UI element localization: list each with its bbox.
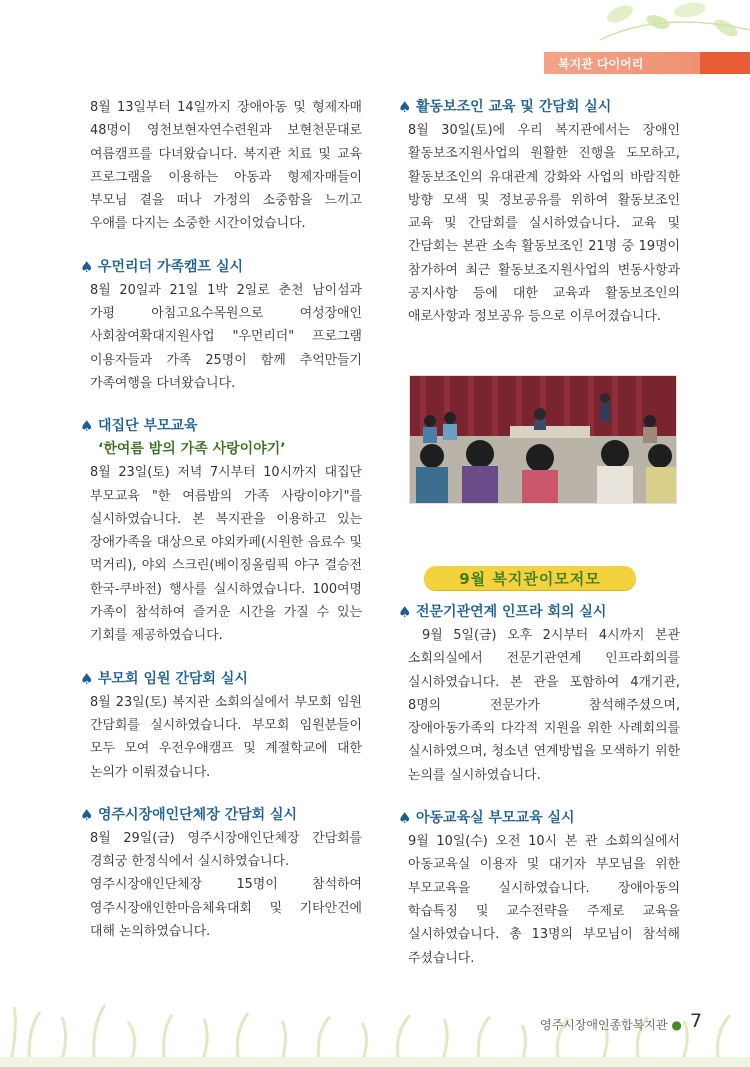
section-title-parent-meeting: ♠ 부모회 임원 간담회 실시 <box>80 668 362 691</box>
right-column-top <box>398 96 680 329</box>
leaf-decoration-icon <box>580 0 750 60</box>
section-body-infra-meeting: 9월 5일(금) 오후 2시부터 4시까지 본관 소회의실에서 전문기관연계 인프라회의를 실시하였습니다. 본 관을 포함하여 4개기관, 8명의 전문가가 참석해주셨으며, 장애아동가족의 다각적 지원을 위한 사례회의를 실시하였으며, 청소년 연계방법을 모색하기 위한 논의를 실시하였습니다. <box>408 628 680 783</box>
spade-icon: ♠ <box>398 603 412 621</box>
section-title-child-education: ♠ 아동교육실 부모교육 실시 <box>398 807 680 830</box>
section-subtitle-parent-education: ‘한여름 밤의 가족 사랑이야기’ <box>98 441 286 458</box>
spade-icon: ♠ <box>398 809 412 828</box>
spade-icon: ♠ <box>398 98 412 116</box>
intro-paragraph: 8월 13일부터 14일까지 장애아동 및 형제자매 48명이 영천보현자연수련원과 보현천문대로 여름캠프를 다녀왔습니다. 복지관 치료 및 교육 프로그램을 이용하는 아동과 형제자매들이 부모님 곁을 떠나 가정의 소중함을 느끼고 우애를 다지는 소중한 시간이었습니다. <box>90 100 362 232</box>
spade-icon: ♠ <box>80 417 94 436</box>
bullet-dot-icon: ● <box>671 1018 682 1032</box>
section-body-parent-meeting: 8월 23일(토) 복지관 소회의실에서 부모회 임원 간담회를 실시하였습니다. 부모회 임원분들이 모두 모여 우전우애캠프 및 계절학교에 대한 논의가 이뤄졌습니다. <box>90 694 362 780</box>
section-body-woman-leader: 8월 20일과 21일 1박 2일로 춘천 남이섬과 가평 아침고요수목원으로 여성장애인 사회참여확대지원사업 "우먼리더" 프로그램 이용자들과 가족 25명이 함께 추억만들기 가족여행을 다녀왔습니다. <box>90 282 362 391</box>
monthly-news-badge: 9월 복지관이모저모 <box>424 566 636 590</box>
right-column-bottom <box>398 601 680 970</box>
section-body-activity-assistant: 8월 30일(토)에 우리 복지관에서는 장애인 활동보조지원사업의 원활한 진행을 도모하고, 활동보조인의 유대관계 강화와 사업의 바람직한 방향 모색 및 정보공유를 위하여 활동보조인 교육 및 간담회를 실시하였습니다. 교육 및 간담회는 본관 소속 활동보조인 21명 중 19명이 참가하여 최근 활동보조지원사업의 변동사항과 공지사항 등에 대한 교육과 활동보조인의 애로사항과 정보공유 등으로 이루어졌습니다. <box>408 123 680 325</box>
section-body-group-leaders-1: 8월 29일(금) 영주시장애인단체장 간담회를 경희궁 한정식에서 실시하였습니다. <box>90 830 362 870</box>
spade-icon: ♠ <box>80 257 94 276</box>
section-title-woman-leader: ♠ 우먼리더 가족캠프 실시 <box>80 256 362 279</box>
section-header-tag <box>544 52 750 74</box>
section-title-activity-assistant: ♠ 활동보조인 교육 및 간담회 실시 <box>398 96 680 119</box>
page-number: 7 <box>690 1010 703 1032</box>
section-title-group-leaders: ♠ 영주시장애인단체장 간담회 실시 <box>80 804 362 827</box>
left-column <box>80 96 362 943</box>
header-accent-block <box>700 52 750 74</box>
section-title-infra-meeting: ♠ 전문기관연계 인프라 회의 실시 <box>398 601 680 624</box>
section-title-parent-education: ♠ 대집단 부모교육 <box>80 415 362 438</box>
section-body-group-leaders-2: 영주시장애인단체장 15명이 참석하여 영주시장애인한마음체육대회 및 기타안건에 대해 논의하였습니다. <box>90 877 362 940</box>
spade-icon: ♠ <box>80 669 94 688</box>
section-body-child-education: 9월 10일(수) 오전 10시 본 관 소회의실에서 아동교육실 이용자 및 대기자 부모님을 위한 부모교육을 실시하였습니다. 장애아동의 학습특징 및 교수전략을 주제로 교육을 실시하였습니다. 총 13명의 부모님이 참석해 주셨습니다. <box>408 834 680 966</box>
section-label: 복지관 다이어리 <box>558 57 644 71</box>
section-body-parent-education: 8월 23일(토) 저녁 7시부터 10시까지 대집단 부모교육 "한 여름밤의 가족 사랑이야기"를 실시하였습니다. 본 복지관을 이용하고 있는 장애가족을 대상으로 야외카페(시원한 음료수 및 먹거리), 야외 스크린(베이징올림픽 야구 결승전 한국-쿠바전) 행사를 실시하였습니다. 100여명 가족이 참석하여 즐거운 시간을 가질 수 있는 기회를 제공하였습니다. <box>90 465 362 644</box>
spade-icon: ♠ <box>80 805 94 824</box>
footer-org-name: 영주시장애인종합복지관 ● <box>540 1018 682 1032</box>
meeting-photo <box>409 375 677 504</box>
